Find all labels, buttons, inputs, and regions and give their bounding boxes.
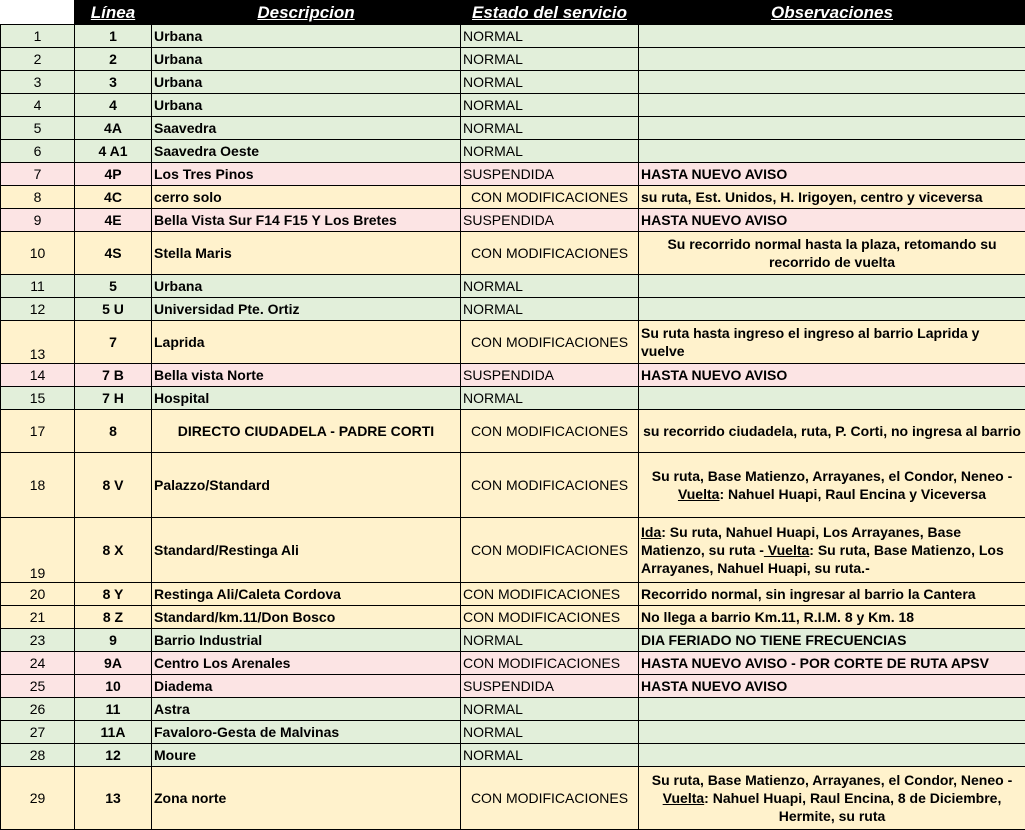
- table-row: [1, 209, 1025, 232]
- row-number: 11: [1, 275, 75, 298]
- table-row: [1, 298, 1025, 321]
- row-number: 25: [1, 675, 75, 698]
- row-number: 8: [1, 186, 75, 209]
- obs-vuelta-label: Vuelta: [764, 542, 809, 558]
- service-status: NORMAL: [461, 721, 639, 744]
- line-code: 13: [75, 767, 152, 830]
- service-status: CON MODIFICACIONES: [461, 321, 639, 364]
- line-code: 3: [75, 71, 152, 94]
- observations: No llega a barrio Km.11, R.I.M. 8 y Km. 18: [639, 606, 1025, 629]
- row-number: 27: [1, 721, 75, 744]
- line-code: 8 Y: [75, 583, 152, 606]
- line-code: 8 X: [75, 518, 152, 583]
- observations: HASTA NUEVO AVISO: [639, 163, 1025, 186]
- table-row: [1, 453, 1025, 518]
- row-number: 9: [1, 209, 75, 232]
- service-status: NORMAL: [461, 25, 639, 48]
- line-description: Hospital: [152, 387, 461, 410]
- service-status: NORMAL: [461, 140, 639, 163]
- row-number: 20: [1, 583, 75, 606]
- line-code: 4: [75, 94, 152, 117]
- line-code: 5 U: [75, 298, 152, 321]
- service-status: NORMAL: [461, 629, 639, 652]
- line-description: Palazzo/Standard: [152, 453, 461, 518]
- observations: HASTA NUEVO AVISO - POR CORTE DE RUTA APSV: [639, 652, 1025, 675]
- observations: [639, 71, 1025, 94]
- observations: Su recorrido normal hasta la plaza, retomando su recorrido de vuelta: [639, 232, 1025, 275]
- table-row: [1, 767, 1025, 830]
- service-status: CON MODIFICACIONES: [461, 583, 639, 606]
- line-description: Urbana: [152, 94, 461, 117]
- row-number: 19: [1, 518, 75, 583]
- line-code: 4S: [75, 232, 152, 275]
- row-number: 10: [1, 232, 75, 275]
- header-descripcion: Descripcion: [152, 1, 461, 25]
- line-code: 8 V: [75, 453, 152, 518]
- observations: [639, 48, 1025, 71]
- row-number: 23: [1, 629, 75, 652]
- observations: [639, 721, 1025, 744]
- line-code: 5: [75, 275, 152, 298]
- service-status: NORMAL: [461, 298, 639, 321]
- row-number: 3: [1, 71, 75, 94]
- line-description: Urbana: [152, 71, 461, 94]
- observations: [639, 518, 1025, 583]
- line-description: Bella vista Norte: [152, 364, 461, 387]
- obs-text: : Su ruta, Nahuel Huapi, Los Arrayanes, Base Matienzo, su ruta -: [641, 524, 961, 558]
- service-status: CON MODIFICACIONES: [461, 652, 639, 675]
- observations: [639, 453, 1025, 518]
- line-code: 8: [75, 410, 152, 453]
- line-code: 7: [75, 321, 152, 364]
- line-description: Zona norte: [152, 767, 461, 830]
- line-description: Standard/km.11/Don Bosco: [152, 606, 461, 629]
- table-row: [1, 117, 1025, 140]
- line-description: Universidad Pte. Ortiz: [152, 298, 461, 321]
- obs-vuelta-label: Vuelta: [663, 790, 705, 806]
- observations: [639, 117, 1025, 140]
- service-status: SUSPENDIDA: [461, 209, 639, 232]
- obs-text: Su ruta, Base Matienzo, Arrayanes, el Condor, Neneo -: [652, 772, 1012, 788]
- service-status: CON MODIFICACIONES: [461, 186, 639, 209]
- service-status: NORMAL: [461, 94, 639, 117]
- line-code: 11: [75, 698, 152, 721]
- header-linea: Línea: [75, 1, 152, 25]
- row-number: 2: [1, 48, 75, 71]
- table-row: [1, 48, 1025, 71]
- obs-ida-label: Ida: [641, 524, 661, 540]
- table-row: [1, 186, 1025, 209]
- table-row: [1, 698, 1025, 721]
- obs-text: Su ruta, Base Matienzo, Arrayanes, el Condor, Neneo -: [652, 468, 1012, 484]
- service-status: NORMAL: [461, 387, 639, 410]
- row-number: 12: [1, 298, 75, 321]
- header-blank-cell: [1, 1, 75, 25]
- observations: Recorrido normal, sin ingresar al barrio la Cantera: [639, 583, 1025, 606]
- line-description: Los Tres Pinos: [152, 163, 461, 186]
- service-status: NORMAL: [461, 744, 639, 767]
- table-row: [1, 321, 1025, 364]
- service-status: SUSPENDIDA: [461, 364, 639, 387]
- line-description: Barrio Industrial: [152, 629, 461, 652]
- table-row: [1, 25, 1025, 48]
- line-code: 8 Z: [75, 606, 152, 629]
- table-row: [1, 518, 1025, 583]
- observations: [639, 767, 1025, 830]
- service-status: NORMAL: [461, 275, 639, 298]
- line-description: Favaloro-Gesta de Malvinas: [152, 721, 461, 744]
- table-row: [1, 606, 1025, 629]
- service-status: CON MODIFICACIONES: [461, 606, 639, 629]
- row-number: 14: [1, 364, 75, 387]
- service-status: NORMAL: [461, 117, 639, 140]
- line-description: Urbana: [152, 48, 461, 71]
- service-status: SUSPENDIDA: [461, 163, 639, 186]
- header-estado: Estado del servicio: [461, 1, 639, 25]
- observations: Su ruta hasta ingreso el ingreso al barrio Laprida y vuelve: [639, 321, 1025, 364]
- line-description: Urbana: [152, 25, 461, 48]
- table-row: [1, 744, 1025, 767]
- table-row: [1, 629, 1025, 652]
- row-number: 5: [1, 117, 75, 140]
- line-description: Moure: [152, 744, 461, 767]
- table-row: [1, 275, 1025, 298]
- row-number: 17: [1, 410, 75, 453]
- row-number: 13: [1, 321, 75, 364]
- header-observaciones: Observaciones: [639, 1, 1025, 25]
- line-code: 10: [75, 675, 152, 698]
- table-row: [1, 364, 1025, 387]
- observations: HASTA NUEVO AVISO: [639, 209, 1025, 232]
- line-description: cerro solo: [152, 186, 461, 209]
- service-status: NORMAL: [461, 698, 639, 721]
- line-description: Urbana: [152, 275, 461, 298]
- row-number: 28: [1, 744, 75, 767]
- observations: HASTA NUEVO AVISO: [639, 364, 1025, 387]
- obs-vuelta-label: Vuelta: [678, 486, 720, 502]
- row-number: 21: [1, 606, 75, 629]
- service-status: CON MODIFICACIONES: [461, 410, 639, 453]
- observations: [639, 94, 1025, 117]
- service-status: CON MODIFICACIONES: [461, 453, 639, 518]
- row-number: 15: [1, 387, 75, 410]
- line-description: Standard/Restinga Ali: [152, 518, 461, 583]
- line-code: 1: [75, 25, 152, 48]
- service-status: NORMAL: [461, 48, 639, 71]
- table-row: [1, 583, 1025, 606]
- line-code: 4C: [75, 186, 152, 209]
- line-code: 7 H: [75, 387, 152, 410]
- line-code: 2: [75, 48, 152, 71]
- observations: [639, 140, 1025, 163]
- line-description: Bella Vista Sur F14 F15 Y Los Bretes: [152, 209, 461, 232]
- observations: [639, 698, 1025, 721]
- table-row: [1, 410, 1025, 453]
- line-code: 4E: [75, 209, 152, 232]
- line-description: Laprida: [152, 321, 461, 364]
- table-header-row: [1, 1, 1025, 25]
- obs-text: : Nahuel Huapi, Raul Encina y Viceversa: [719, 486, 986, 502]
- line-description: Saavedra Oeste: [152, 140, 461, 163]
- table-row: [1, 163, 1025, 186]
- table-row: [1, 94, 1025, 117]
- observations: DIA FERIADO NO TIENE FRECUENCIAS: [639, 629, 1025, 652]
- table-row: [1, 675, 1025, 698]
- row-number: 18: [1, 453, 75, 518]
- service-status: CON MODIFICACIONES: [461, 518, 639, 583]
- table-row: [1, 387, 1025, 410]
- table-row: [1, 232, 1025, 275]
- row-number: 7: [1, 163, 75, 186]
- obs-text: : Nahuel Huapi, Raul Encina, 8 de Diciembre, Hermite, su ruta: [704, 790, 1001, 824]
- line-description: Restinga Ali/Caleta Cordova: [152, 583, 461, 606]
- observations: HASTA NUEVO AVISO: [639, 675, 1025, 698]
- observations: [639, 744, 1025, 767]
- observations: [639, 275, 1025, 298]
- table-row: [1, 71, 1025, 94]
- line-code: 9: [75, 629, 152, 652]
- line-code: 12: [75, 744, 152, 767]
- row-number: 1: [1, 25, 75, 48]
- line-description: Stella Maris: [152, 232, 461, 275]
- row-number: 6: [1, 140, 75, 163]
- observations: su ruta, Est. Unidos, H. Irigoyen, centro y viceversa: [639, 186, 1025, 209]
- line-description: Astra: [152, 698, 461, 721]
- line-code: 11A: [75, 721, 152, 744]
- line-code: 4P: [75, 163, 152, 186]
- line-code: 4 A1: [75, 140, 152, 163]
- line-description: DIRECTO CIUDADELA - PADRE CORTI: [152, 410, 461, 453]
- line-code: 7 B: [75, 364, 152, 387]
- row-number: 24: [1, 652, 75, 675]
- service-status: CON MODIFICACIONES: [461, 767, 639, 830]
- observations: su recorrido ciudadela, ruta, P. Corti, no ingresa al barrio: [639, 410, 1025, 453]
- line-description: Centro Los Arenales: [152, 652, 461, 675]
- table-row: [1, 721, 1025, 744]
- service-status: CON MODIFICACIONES: [461, 232, 639, 275]
- row-number: 29: [1, 767, 75, 830]
- table-row: [1, 140, 1025, 163]
- service-status: NORMAL: [461, 71, 639, 94]
- obs-text: : Su ruta, Base Matienzo, Los Arrayanes, Nahuel Huapi, su ruta.-: [641, 542, 1004, 576]
- table-row: [1, 652, 1025, 675]
- observations: [639, 298, 1025, 321]
- row-number: 26: [1, 698, 75, 721]
- service-status: SUSPENDIDA: [461, 675, 639, 698]
- row-number: 4: [1, 94, 75, 117]
- line-description: Saavedra: [152, 117, 461, 140]
- observations: [639, 387, 1025, 410]
- observations: [639, 25, 1025, 48]
- line-code: 4A: [75, 117, 152, 140]
- line-description: Diadema: [152, 675, 461, 698]
- line-code: 9A: [75, 652, 152, 675]
